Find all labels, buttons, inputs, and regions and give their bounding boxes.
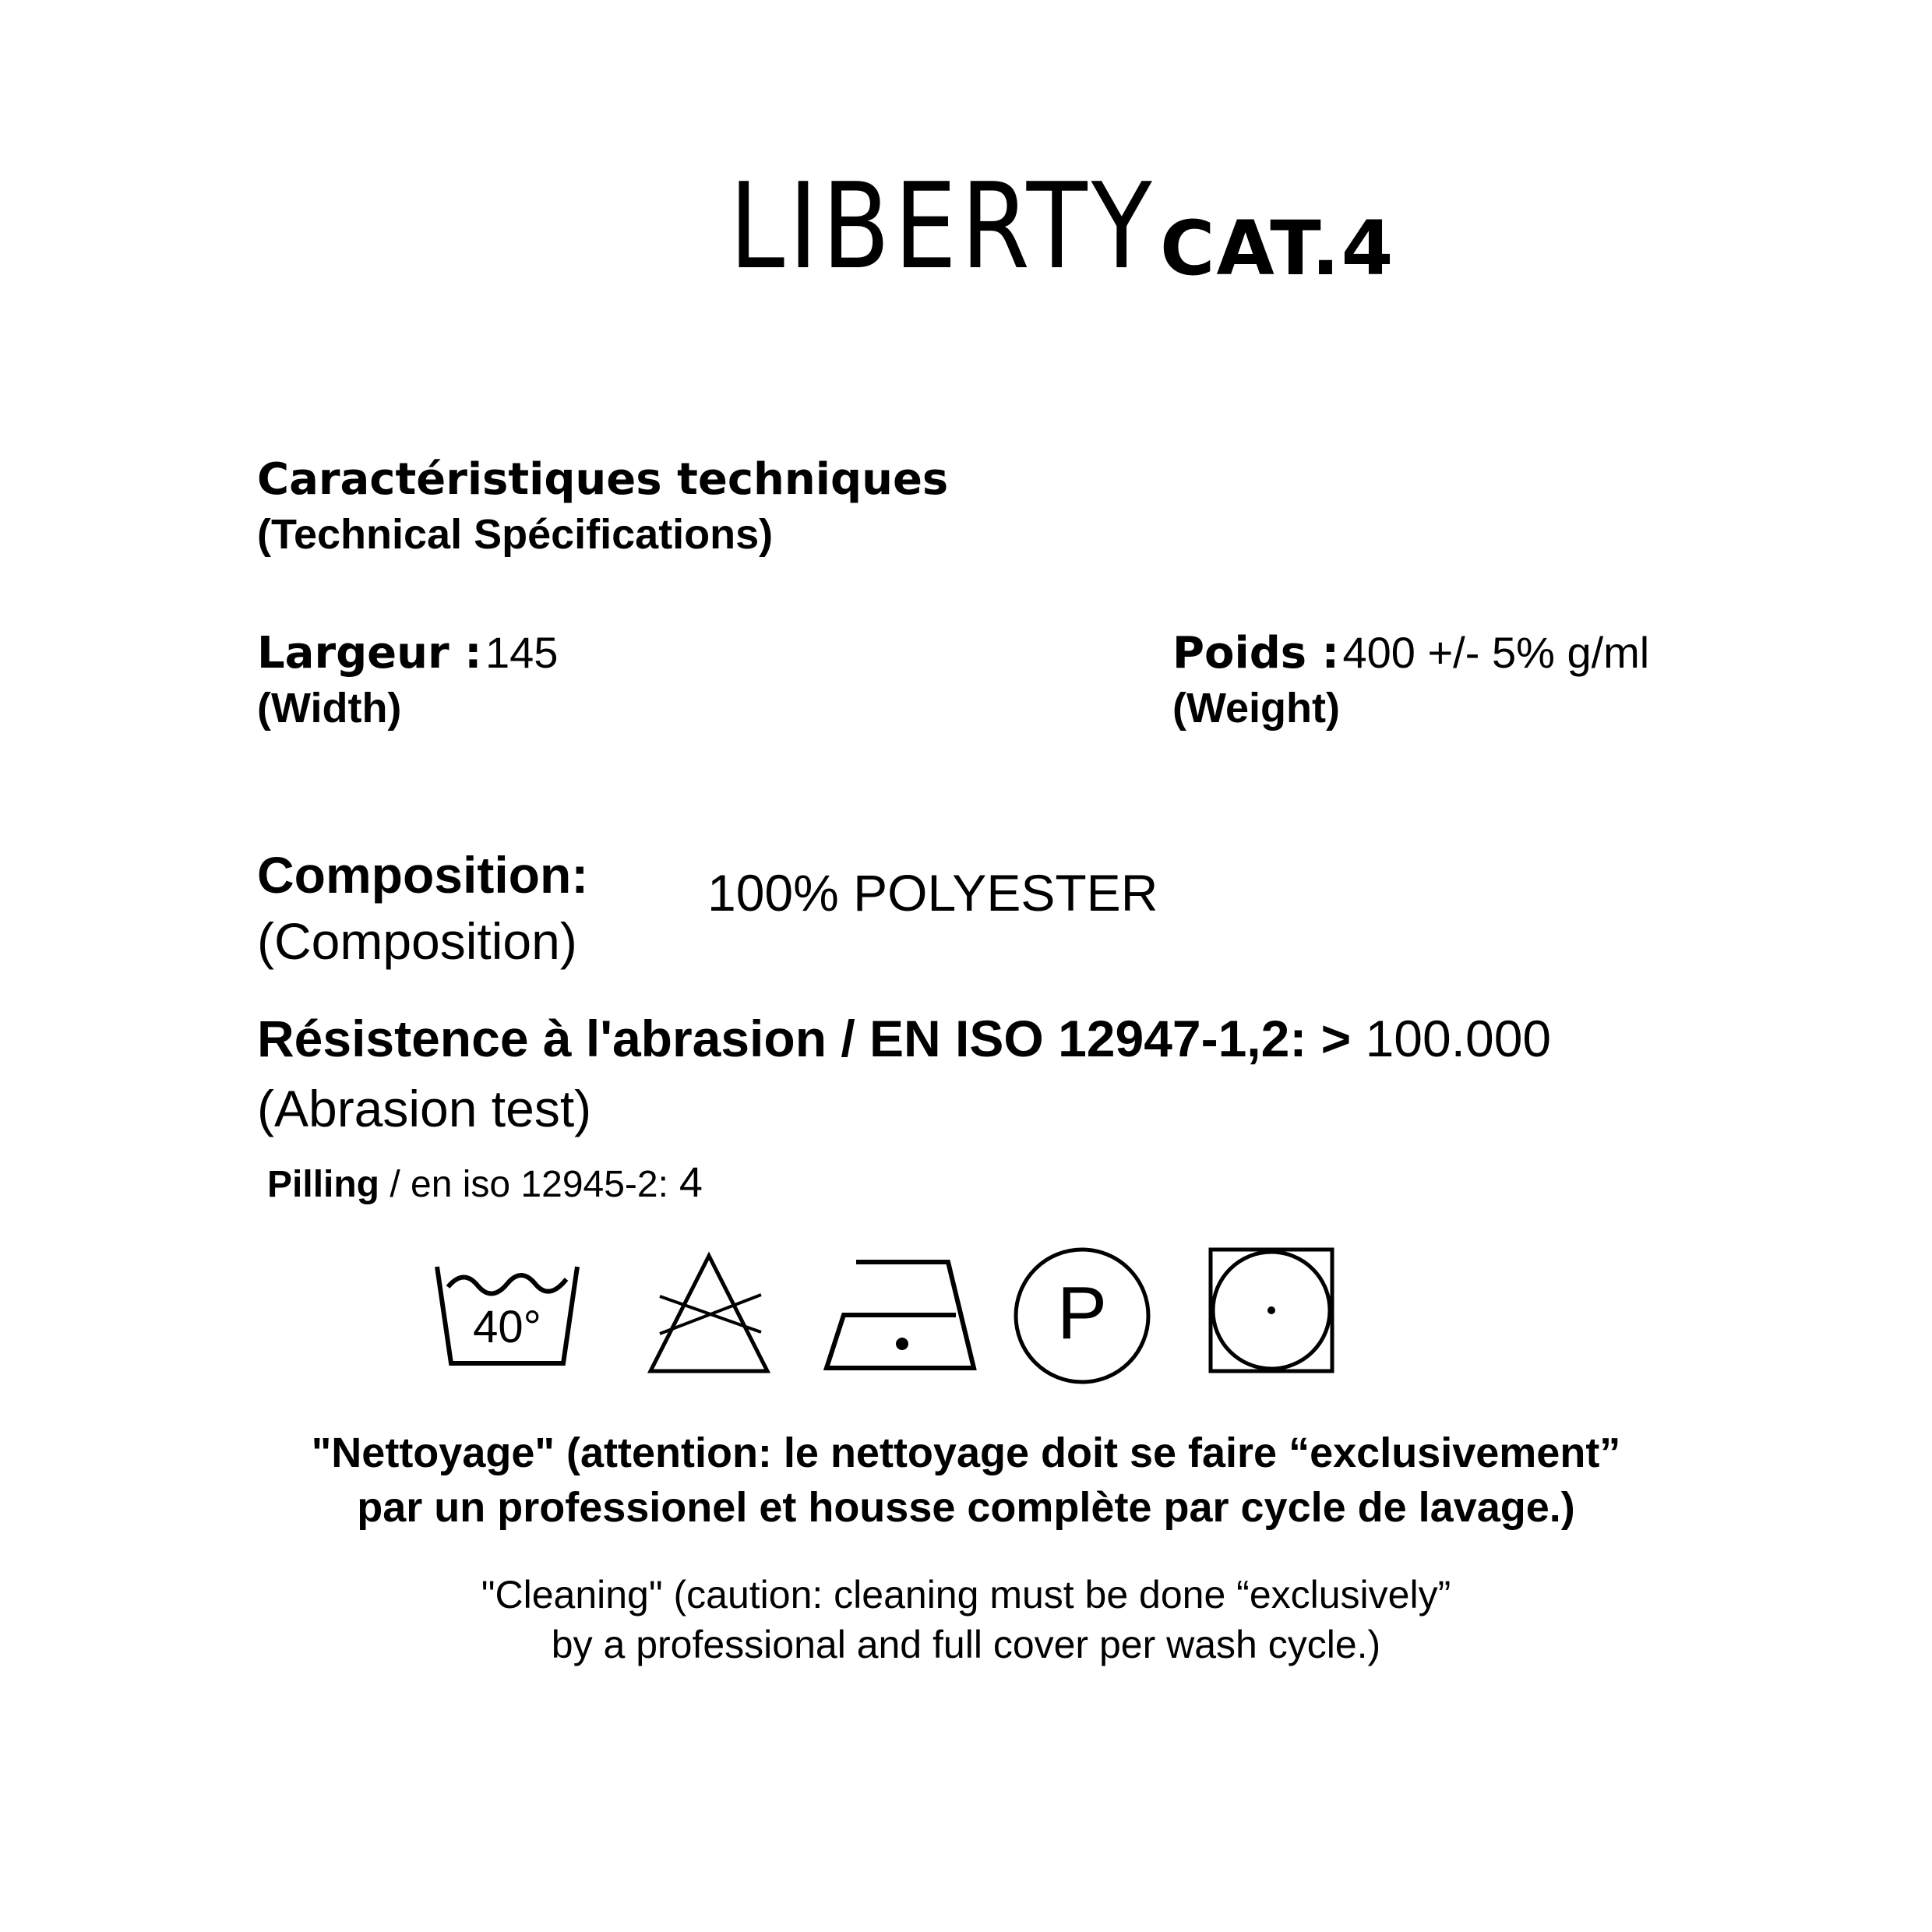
page-title [729, 157, 1395, 295]
composition-value: 100% POLYESTER [707, 864, 1158, 922]
abrasion-row [257, 1009, 1551, 1068]
pilling-standard: / en iso 12945-2: [379, 1164, 668, 1205]
specs-heading-en: (Technical Spécifications) [257, 511, 774, 558]
pilling-value: 4 [679, 1159, 703, 1206]
pilling-row [267, 1158, 703, 1207]
abrasion-value: 100.000 [1365, 1010, 1552, 1067]
width-value: 145 [485, 628, 559, 677]
composition-label-en: (Composition) [257, 912, 577, 970]
cleaning-note-fr-line2: par un professionel et housse complète par cycle de lavage.) [357, 1484, 1575, 1531]
weight-label: Poids : [1172, 628, 1340, 679]
cleaning-note-en-line1: "Cleaning" (caution: cleaning must be done “exclusively” [481, 1573, 1451, 1616]
wash-40-icon [432, 1246, 588, 1375]
cleaning-note-fr [0, 1426, 1932, 1535]
dry-clean-letter: P [1056, 1271, 1108, 1355]
iron-low-icon [822, 1246, 982, 1375]
no-bleach-icon [643, 1246, 775, 1375]
weight-row [1172, 627, 1649, 679]
weight-label-en: (Weight) [1172, 685, 1340, 732]
width-label-en: (Width) [257, 685, 402, 732]
pilling-label: Pilling [267, 1164, 379, 1205]
tumble-dry-low-icon [1208, 1246, 1337, 1376]
cleaning-note-fr-line1: "Nettoyage" (attention: le nettoyage doit se faire “exclusivement” [311, 1430, 1621, 1476]
cleaning-note-en-line2: by a professional and full cover per wash cycle.) [551, 1623, 1381, 1666]
weight-value: 400 +/- 5% g/ml [1342, 628, 1650, 677]
product-name: LIBERTY [729, 157, 1156, 295]
width-label: Largeur : [257, 628, 482, 679]
product-category: CAT.4 [1160, 205, 1395, 292]
dry-clean-p-icon [1013, 1246, 1153, 1387]
abrasion-label: Résistence à l'abrasion / EN ISO 12947-1,2: > [257, 1010, 1352, 1067]
width-row [257, 627, 558, 679]
cleaning-note-en [0, 1570, 1932, 1669]
specs-heading: Caractéristiques techniques [257, 454, 949, 505]
composition-label: Composition: [257, 846, 589, 904]
abrasion-label-en: (Abrasion test) [257, 1080, 592, 1137]
wash-temperature: 40° [473, 1302, 541, 1352]
